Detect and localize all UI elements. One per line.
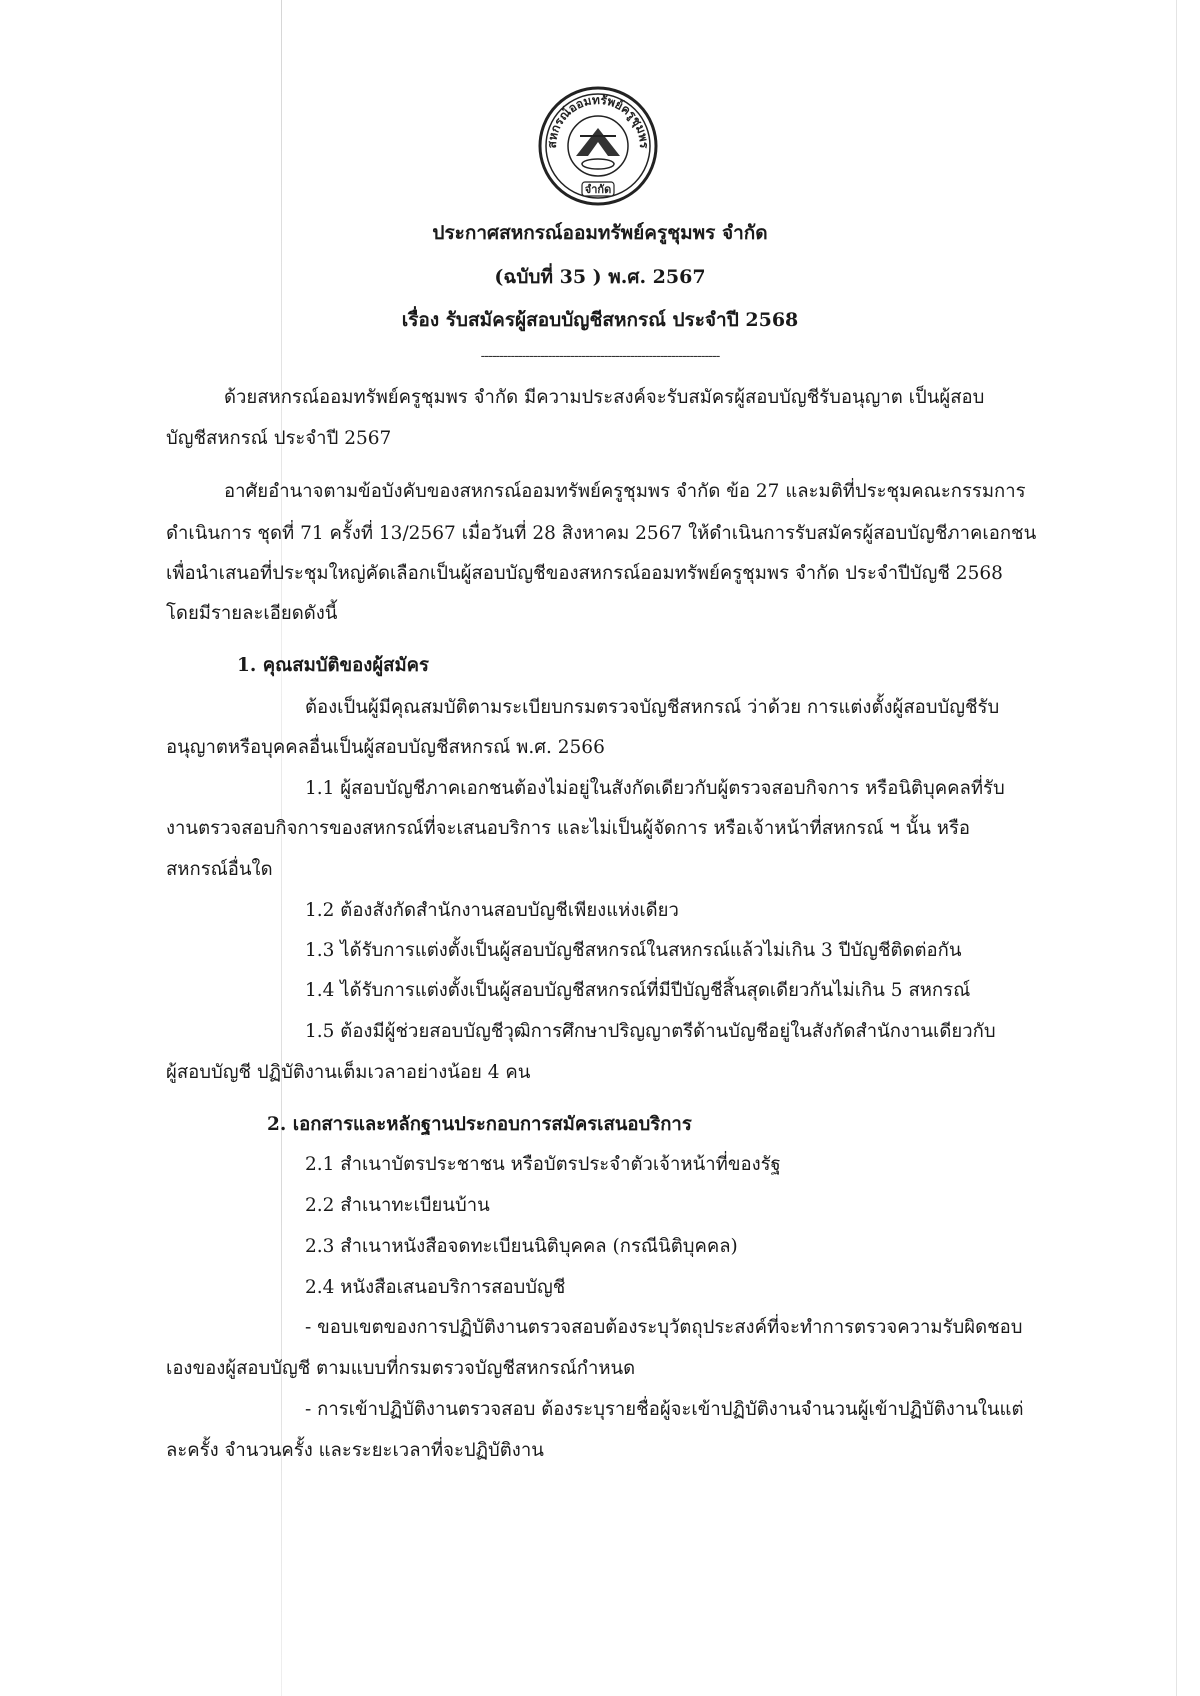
announcement-title: ประกาศสหกรณ์ออมทรัพย์ครูชุมพร จำกัด xyxy=(432,222,768,244)
announcement-subject: เรื่อง รับสมัครผู้สอบบัญชีสหกรณ์ ประจำปี 2568 xyxy=(401,309,799,331)
item-1-5-line-2: ผู้สอบบัญชี ปฏิบัติงานเต็มเวลาอย่างน้อย 4 คน xyxy=(166,1062,531,1083)
paragraph-1-line-1: ด้วยสหกรณ์ออมทรัพย์ครูชุมพร จำกัด มีความประสงค์จะรับสมัครผู้สอบบัญชีรับอนุญาต เป็นผู้สอบ xyxy=(224,387,985,408)
item-1-2: 1.2 ต้องสังกัดสำนักงานสอบบัญชีเพียงแห่งเดียว xyxy=(305,900,679,921)
item-1-1-line-2: งานตรวจสอบกิจการของสหกรณ์ที่จะเสนอบริการ และไม่เป็นผู้จัดการ หรือเจ้าหน้าที่สหกรณ์ ฯ นั้น หรือ xyxy=(166,818,971,839)
item-1-5-line-1: 1.5 ต้องมีผู้ช่วยสอบบัญชีวุฒิการศึกษาปริญญาตรีด้านบัญชีอยู่ในสังกัดสำนักงานเดียวกับ xyxy=(305,1021,996,1042)
bullet-1-line-1: - ขอบเขตของการปฏิบัติงานตรวจสอบต้องระบุวัตถุประสงค์ที่จะทำการตรวจความรับผิดชอบ xyxy=(305,1317,1023,1338)
item-1-1-line-3: สหกรณ์อื่นใด xyxy=(166,859,273,880)
section-1-heading: 1. คุณสมบัติของผู้สมัคร xyxy=(237,655,429,676)
paragraph-2-line-1: อาศัยอำนาจตามข้อบังคับของสหกรณ์ออมทรัพย์ครูชุมพร จำกัด ข้อ 27 และมติที่ประชุมคณะกรรมการ xyxy=(224,481,1026,502)
seal-bottom-text: จำกัด xyxy=(584,183,612,196)
title-divider: ---------------------------------------------------------------- xyxy=(480,348,720,364)
item-2-4: 2.4 หนังสือเสนอบริการสอบบัญชี xyxy=(305,1277,566,1298)
section-2-heading: 2. เอกสารและหลักฐานประกอบการสมัครเสนอบริการ xyxy=(267,1114,692,1135)
item-1-4: 1.4 ได้รับการแต่งตั้งเป็นผู้สอบบัญชีสหกรณ์ที่มีปีบัญชีสิ้นสุดเดียวกันไม่เกิน 5 สหกรณ์ xyxy=(305,980,971,1001)
item-1-1-line-1: 1.1 ผู้สอบบัญชีภาคเอกชนต้องไม่อยู่ในสังกัดเดียวกับผู้ตรวจสอบกิจการ หรือนิติบุคคลที่รับ xyxy=(305,778,1005,799)
section-1-line-2: อนุญาตหรือบุคคลอื่นเป็นผู้สอบบัญชีสหกรณ์ พ.ศ. 2566 xyxy=(166,737,605,758)
paragraph-1-line-2: บัญชีสหกรณ์ ประจำปี 2567 xyxy=(166,428,392,449)
bullet-2-line-2: ละครั้ง จำนวนครั้ง และระยะเวลาที่จะปฏิบัติงาน xyxy=(166,1440,544,1461)
item-2-3: 2.3 สำเนาหนังสือจดทะเบียนนิติบุคคล (กรณีนิติบุคคล) xyxy=(305,1236,738,1257)
scan-edge-line xyxy=(1176,0,1177,1696)
item-2-1: 2.1 สำเนาบัตรประชาชน หรือบัตรประจำตัวเจ้าหน้าที่ของรัฐ xyxy=(305,1154,781,1175)
bullet-2-line-1: - การเข้าปฏิบัติงานตรวจสอบ ต้องระบุรายชื่อผู้จะเข้าปฏิบัติงานจำนวนผู้เข้าปฏิบัติงานในแต่ xyxy=(305,1399,1024,1420)
paragraph-2-line-2: ดำเนินการ ชุดที่ 71 ครั้งที่ 13/2567 เมื่อวันที่ 28 สิงหาคม 2567 ให้ดำเนินการรับสมัครผู้สอบบัญชีภาคเอกชน xyxy=(166,523,1037,544)
bullet-1-line-2: เองของผู้สอบบัญชี ตามแบบที่กรมตรวจบัญชีสหกรณ์กำหนด xyxy=(166,1358,636,1379)
paragraph-2-line-3: เพื่อนำเสนอที่ประชุมใหญ่คัดเลือกเป็นผู้สอบบัญชีของสหกรณ์ออมทรัพย์ครูชุมพร จำกัด ประจำปีบัญชี 2568 xyxy=(166,563,1003,584)
announcement-number: (ฉบับที่ 35 ) พ.ศ. 2567 xyxy=(494,266,706,288)
item-1-3: 1.3 ได้รับการแต่งตั้งเป็นผู้สอบบัญชีสหกรณ์ในสหกรณ์แล้วไม่เกิน 3 ปีบัญชีติดต่อกัน xyxy=(305,940,962,961)
seal-top-text: สหกรณ์ออมทรัพย์ครูชุมพร xyxy=(544,92,652,149)
cooperative-seal-logo xyxy=(536,84,660,208)
section-1-line-1: ต้องเป็นผู้มีคุณสมบัติตามระเบียบกรมตรวจบัญชีสหกรณ์ ว่าด้วย การแต่งตั้งผู้สอบบัญชีรับ xyxy=(305,697,1000,718)
item-2-2: 2.2 สำเนาทะเบียนบ้าน xyxy=(305,1195,490,1216)
paragraph-2-line-4: โดยมีรายละเอียดดังนี้ xyxy=(166,603,338,624)
